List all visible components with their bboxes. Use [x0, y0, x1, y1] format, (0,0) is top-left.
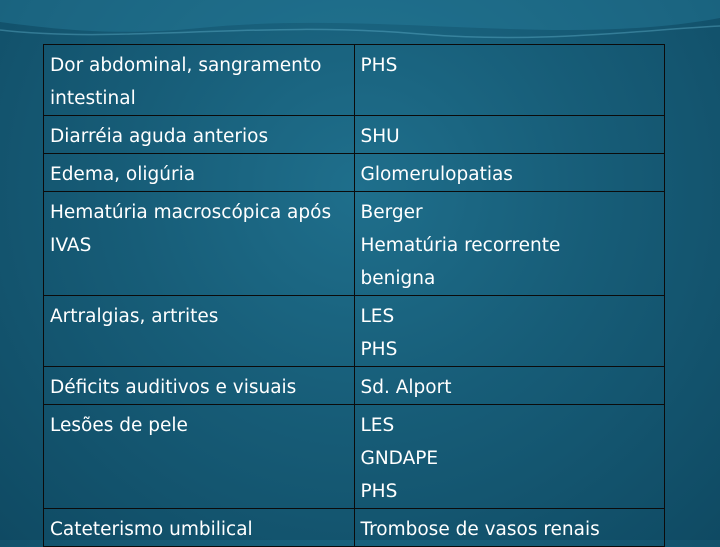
diagnosis-text: PHS — [360, 55, 398, 76]
diagnosis-text: PHS — [360, 339, 398, 360]
diagnosis-text: LES — [360, 306, 395, 327]
diagnosis-text: benigna — [360, 268, 436, 289]
diagnosis-cell — [354, 296, 665, 367]
symptom-text: Cateterismo umbilical — [50, 519, 253, 540]
table-row — [44, 154, 665, 192]
symptom-text: Artralgias, artrites — [50, 306, 219, 327]
symptom-cell — [44, 509, 355, 547]
diagnosis-cell — [354, 45, 665, 116]
diagnosis-text: SHU — [360, 126, 400, 147]
diagnosis-cell — [354, 405, 665, 509]
symptom-text: Lesões de pele — [50, 415, 188, 436]
diagnosis-text: LES — [360, 415, 395, 436]
diagnosis-text: Berger — [360, 202, 423, 223]
symptom-diagnosis-table — [43, 44, 665, 547]
symptom-text: Dor abdominal, sangramento — [50, 55, 322, 76]
symptom-text: intestinal — [50, 88, 136, 109]
table-row — [44, 192, 665, 296]
table-row — [44, 116, 665, 154]
table-row — [44, 367, 665, 405]
diagnosis-text: Glomerulopatias — [360, 164, 513, 185]
diagnosis-cell — [354, 116, 665, 154]
symptom-text: Diarréia aguda anterios — [50, 126, 269, 147]
diagnosis-text: Sd. Alport — [360, 377, 452, 398]
symptom-cell — [44, 367, 355, 405]
symptom-text: Déficits auditivos e visuais — [50, 377, 297, 398]
diagnosis-text: Trombose de vasos renais — [360, 519, 600, 540]
diagnosis-text: PHS — [360, 481, 398, 502]
diagnosis-cell — [354, 192, 665, 296]
diagnosis-cell — [354, 154, 665, 192]
symptom-text: Hematúria macroscópica após — [50, 202, 332, 223]
symptom-cell — [44, 154, 355, 192]
table-row — [44, 45, 665, 116]
symptom-cell — [44, 116, 355, 154]
diagnosis-cell — [354, 509, 665, 547]
diagnosis-cell — [354, 367, 665, 405]
symptom-cell — [44, 296, 355, 367]
symptom-cell — [44, 192, 355, 296]
diagnosis-text: Hematúria recorrente — [360, 235, 561, 256]
symptom-cell — [44, 45, 355, 116]
table-row — [44, 509, 665, 547]
symptom-text: Edema, oligúria — [50, 164, 196, 185]
symptom-text: IVAS — [50, 235, 92, 256]
table-row — [44, 296, 665, 367]
symptom-cell — [44, 405, 355, 509]
diagnosis-text: GNDAPE — [360, 448, 439, 469]
table-row — [44, 405, 665, 509]
